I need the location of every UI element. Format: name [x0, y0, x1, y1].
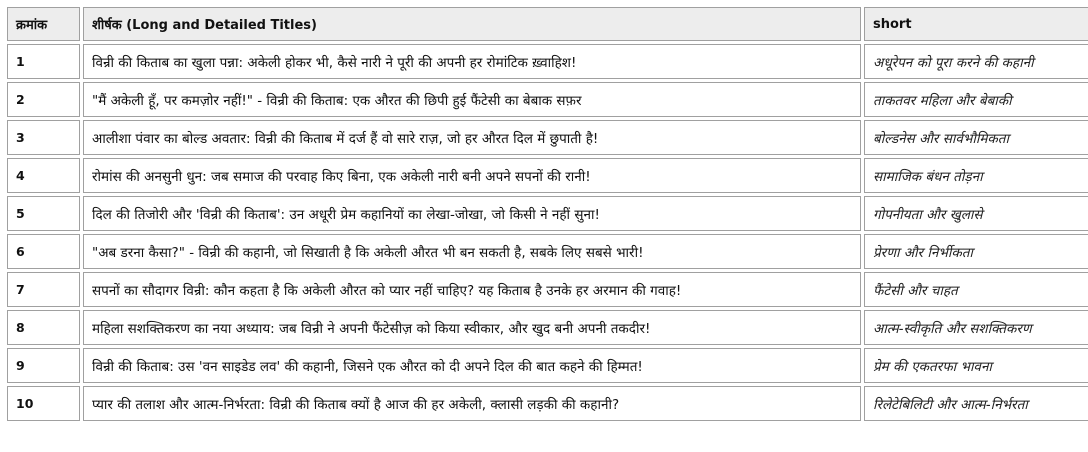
- table-row: [7, 234, 1088, 269]
- row-title: दिल की तिजोरी और 'विन्री की किताब': उन अधूरी प्रेम कहानियों का लेखा-जोखा, जो किसी ने नहीं सुना!: [83, 196, 861, 231]
- table-row: [7, 348, 1088, 383]
- row-short: प्रेरणा और निर्भीकता: [864, 234, 1088, 269]
- row-title: आलीशा पंवार का बोल्ड अवतार: विन्री की किताब में दर्ज हैं वो सारे राज़, जो हर औरत दिल में छुपाती है!: [83, 120, 861, 155]
- table-row: [7, 386, 1088, 421]
- row-short: गोपनीयता और खुलासे: [864, 196, 1088, 231]
- table-row: [7, 82, 1088, 117]
- row-short: ताकतवर महिला और बेबाकी: [864, 82, 1088, 117]
- row-number: 7: [7, 272, 80, 307]
- row-title: विन्री की किताब का खुला पन्ना: अकेली होकर भी, कैसे नारी ने पूरी की अपनी हर रोमांटिक ख़्वाहिश!: [83, 44, 861, 79]
- table-row: [7, 120, 1088, 155]
- row-short: अधूरेपन को पूरा करने की कहानी: [864, 44, 1088, 79]
- row-number: 9: [7, 348, 80, 383]
- row-title: "अब डरना कैसा?" - विन्री की कहानी, जो सिखाती है कि अकेली औरत भी बन सकती है, सबके लिए सबसे भारी!: [83, 234, 861, 269]
- row-number: 8: [7, 310, 80, 345]
- column-header-title: शीर्षक (Long and Detailed Titles): [83, 7, 861, 41]
- row-short: सामाजिक बंधन तोड़ना: [864, 158, 1088, 193]
- row-short: फैंटेसी और चाहत: [864, 272, 1088, 307]
- row-title: विन्री की किताब: उस 'वन साइडेड लव' की कहानी, जिसने एक औरत को दी अपने दिल की बात कहने की हिम्मत!: [83, 348, 861, 383]
- row-short: बोल्डनेस और सार्वभौमिकता: [864, 120, 1088, 155]
- row-number: 1: [7, 44, 80, 79]
- table-row: [7, 272, 1088, 307]
- row-title: प्यार की तलाश और आत्म-निर्भरता: विन्री की किताब क्यों है आज की हर अकेली, क्लासी लड़की की कहानी?: [83, 386, 861, 421]
- row-title: सपनों का सौदागर विन्री: कौन कहता है कि अकेली औरत को प्यार नहीं चाहिए? यह किताब है उनके हर अरमान की गवाह!: [83, 272, 861, 307]
- row-title: रोमांस की अनसुनी धुन: जब समाज की परवाह किए बिना, एक अकेली नारी बनी अपने सपनों की रानी!: [83, 158, 861, 193]
- column-header-number: क्रमांक: [7, 7, 80, 41]
- header-row: [7, 7, 1088, 41]
- table-row: [7, 44, 1088, 79]
- row-number: 10: [7, 386, 80, 421]
- column-header-short: short: [864, 7, 1088, 41]
- row-number: 6: [7, 234, 80, 269]
- row-number: 4: [7, 158, 80, 193]
- row-title: "मैं अकेली हूँ, पर कमज़ोर नहीं!" - विन्री की किताब: एक औरत की छिपी हुई फैंटेसी का बेबाक सफ़र: [83, 82, 861, 117]
- row-short: आत्म-स्वीकृति और सशक्तिकरण: [864, 310, 1088, 345]
- row-short: प्रेम की एकतरफा भावना: [864, 348, 1088, 383]
- row-short: रिलेटेबिलिटी और आत्म-निर्भरता: [864, 386, 1088, 421]
- row-number: 5: [7, 196, 80, 231]
- row-number: 2: [7, 82, 80, 117]
- row-number: 3: [7, 120, 80, 155]
- titles-table: [4, 4, 1088, 424]
- row-title: महिला सशक्तिकरण का नया अध्याय: जब विन्री ने अपनी फैंटेसीज़ को किया स्वीकार, और खुद बनी अपनी तकदीर!: [83, 310, 861, 345]
- table-row: [7, 158, 1088, 193]
- table-row: [7, 310, 1088, 345]
- table-row: [7, 196, 1088, 231]
